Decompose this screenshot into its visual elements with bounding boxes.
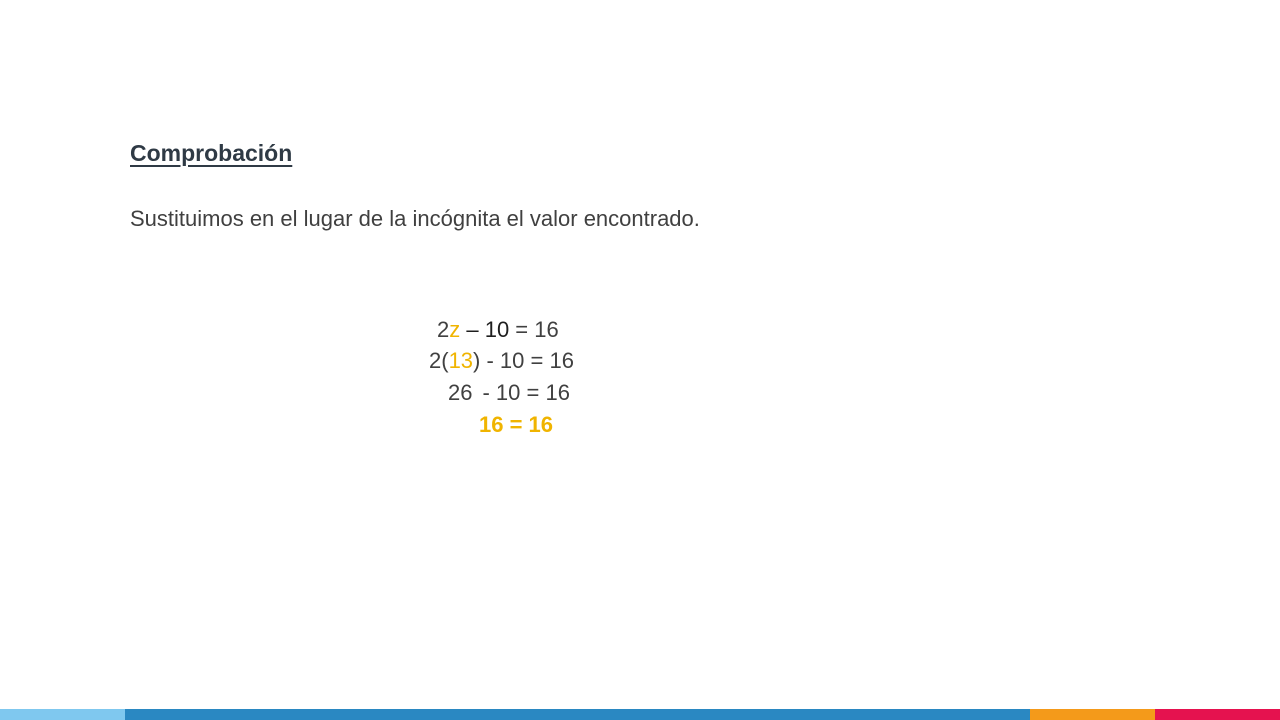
equation-coefficient: 2 bbox=[437, 317, 450, 342]
footer-segment-light-blue bbox=[0, 709, 125, 720]
equation-line-result: 16 = 16 bbox=[479, 412, 554, 437]
footer-segment-orange bbox=[1030, 709, 1155, 720]
product-value: 26 bbox=[448, 380, 473, 405]
substitution-open: 2( bbox=[429, 348, 449, 373]
equation-line-substitution bbox=[429, 348, 574, 374]
product-rest: - 10 = 16 bbox=[482, 380, 570, 405]
substituted-value: 13 bbox=[448, 348, 474, 373]
equation-variable: z bbox=[449, 317, 461, 342]
equation-line-multiplied bbox=[448, 380, 570, 406]
substitution-rest: ) - 10 = 16 bbox=[473, 348, 574, 373]
equation-equals-term: = 16 bbox=[509, 317, 559, 342]
footer-segment-blue bbox=[125, 709, 1030, 720]
footer-color-bar bbox=[0, 709, 1280, 720]
equation-minus-term: – 10 bbox=[460, 317, 510, 342]
footer-segment-pink bbox=[1155, 709, 1280, 720]
equation-line-original bbox=[437, 317, 559, 343]
instruction-text: Sustituimos en el lugar de la incógnita el valor encontrado. bbox=[130, 206, 700, 231]
section-heading: Comprobación bbox=[130, 140, 293, 166]
